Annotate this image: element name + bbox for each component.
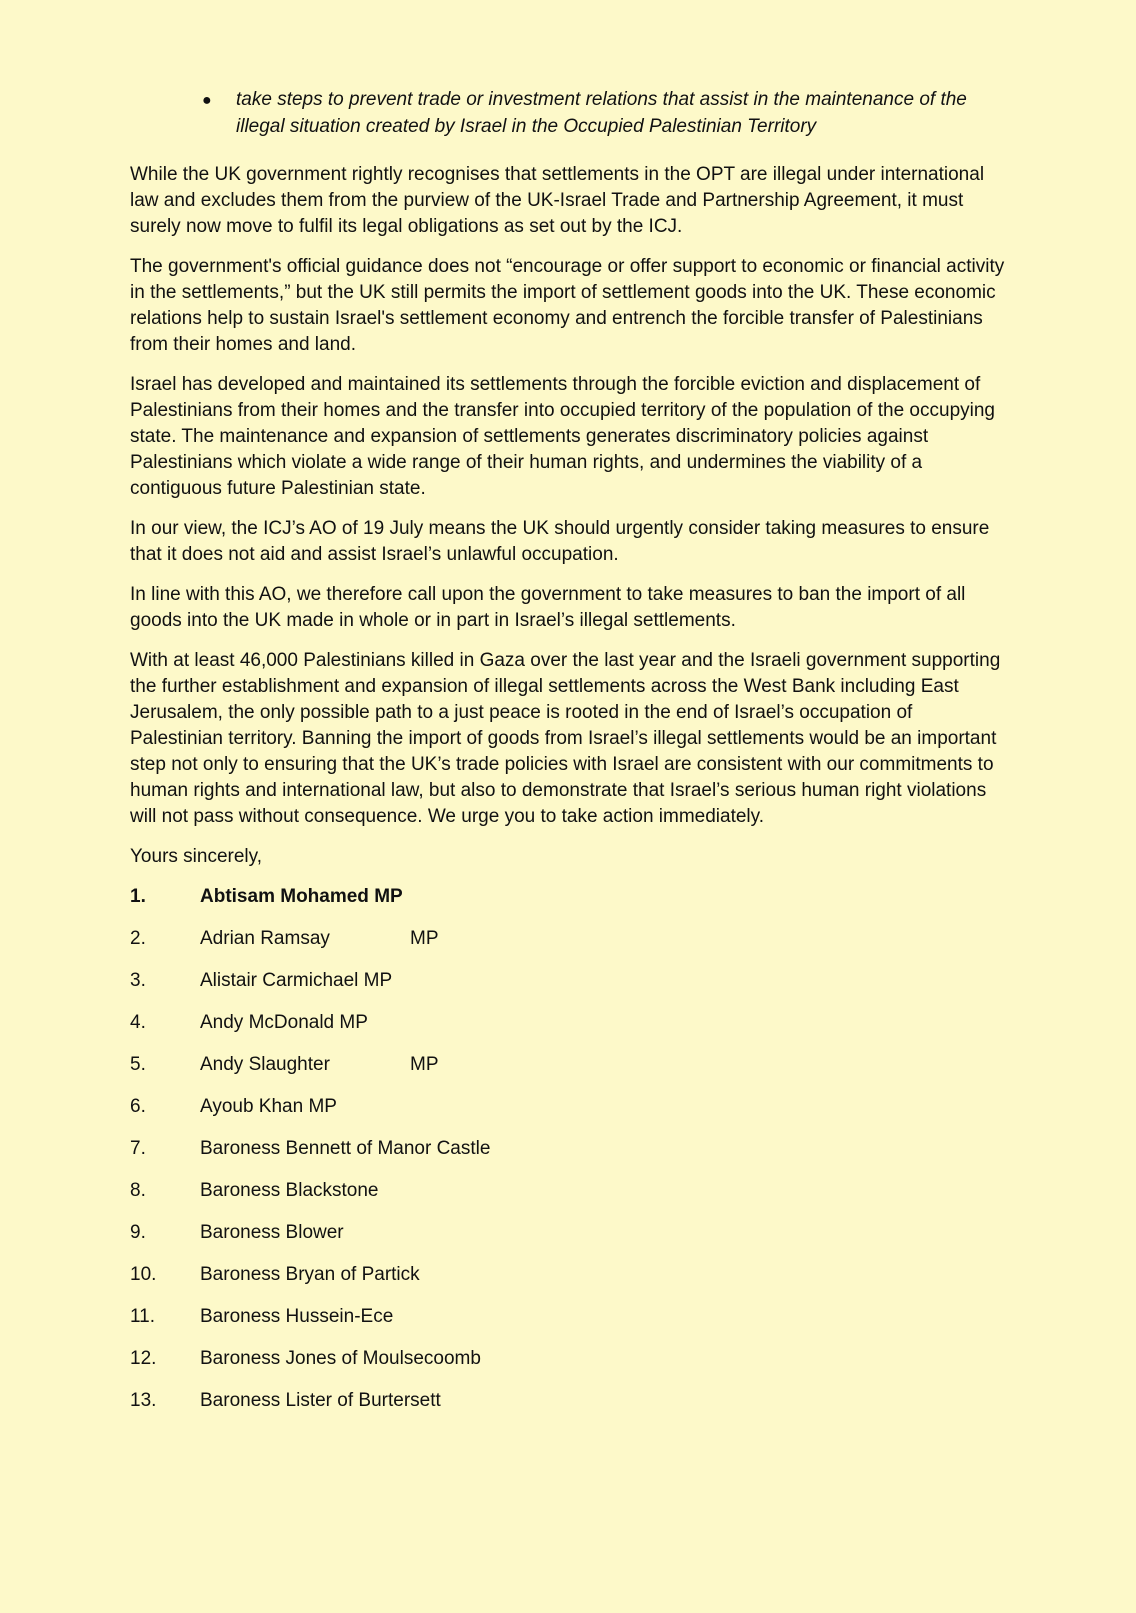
paragraph: In our view, the ICJ’s AO of 19 July means the UK should urgently consider taking measures to ensure that it does not aid and assist Israel’s unlawful occupation. — [130, 518, 990, 565]
signatory-name: Andy McDonald MP — [200, 1012, 368, 1033]
paragraph: While the UK government rightly recognises that settlements in the OPT are illegal under international law and excludes them from the purview of the UK-Israel Trade and Partnership Agreement, it must surely now move to fulfil its legal obligations as set out by the ICJ. — [130, 164, 985, 237]
signatory-number: 1. — [130, 886, 146, 907]
signatory-title: MP — [410, 1054, 439, 1075]
signatory-number: 2. — [130, 928, 146, 949]
signatory-title: MP — [410, 928, 439, 949]
paragraph: With at least 46,000 Palestinians killed in Gaza over the last year and the Israeli government supporting the further establishment and expansion of illegal settlements across the West Bank including East Jerusalem, the only possible path to a just peace is rooted in the end of Israel’s occupation of Palestinian territory. Banning the import of goods from Israel’s illegal settlements would be an important step not only to ensuring that the UK’s trade policies with Israel are consistent with our commitments to human rights and international law, but also to demonstrate that Israel’s serious human right violations will not pass without consequence. We urge you to take action immediately. — [130, 650, 1001, 827]
signatory-name: Baroness Hussein-Ece — [200, 1306, 394, 1327]
signatory-row — [130, 1094, 1006, 1136]
signatory-number: 11. — [130, 1306, 156, 1327]
paragraph: In line with this AO, we therefore call upon the government to take measures to ban the import of all goods into the UK made in whole or in part in Israel’s illegal settlements. — [130, 584, 966, 631]
signatory-number: 9. — [130, 1222, 146, 1243]
signatory-row — [130, 1220, 1006, 1262]
signatory-row — [130, 1262, 1006, 1304]
signatory-name: Adrian Ramsay — [200, 928, 330, 949]
letter-body — [130, 162, 1006, 830]
signatory-name: Alistair Carmichael MP — [200, 970, 393, 991]
paragraph: Israel has developed and maintained its settlements through the forcible eviction and displacement of Palestinians from their homes and the transfer into occupied territory of the population of the occupying state. The maintenance and expansion of settlements generates discriminatory policies against Palestinians which violate a wide range of their human rights, and undermines the viability of a contiguous future Palestinian state. — [130, 374, 995, 499]
bullet-dot-icon: ● — [202, 92, 212, 109]
signatory-row — [130, 884, 1006, 926]
signatory-number: 12. — [130, 1348, 157, 1369]
signatory-name: Ayoub Khan MP — [200, 1096, 337, 1117]
signatory-list — [130, 884, 1006, 1430]
bullet-text: take steps to prevent trade or investment relations that assist in the maintenance of the illegal situation created by Israel in the Occupied Palestinian Territory — [236, 89, 967, 137]
signatory-row — [130, 1346, 1006, 1388]
signatory-name: Baroness Bennett of Manor Castle — [200, 1138, 491, 1159]
signatory-name: Baroness Lister of Burtersett — [200, 1390, 441, 1411]
signatory-name: Baroness Blackstone — [200, 1180, 379, 1201]
signatory-row — [130, 1388, 1006, 1430]
signatory-number: 4. — [130, 1012, 146, 1033]
signatory-row — [130, 1178, 1006, 1220]
signatory-number: 13. — [130, 1390, 157, 1411]
signatory-number: 3. — [130, 970, 146, 991]
signatory-name: Baroness Bryan of Partick — [200, 1264, 420, 1285]
signatory-number: 10. — [130, 1264, 157, 1285]
signatory-number: 6. — [130, 1096, 146, 1117]
closing-line: Yours sincerely, — [130, 846, 263, 867]
signatory-name: Baroness Blower — [200, 1222, 344, 1243]
signatory-row — [130, 1010, 1006, 1052]
signatory-row — [130, 926, 1006, 968]
signatory-row — [130, 1052, 1006, 1094]
signatory-number: 7. — [130, 1138, 146, 1159]
signatory-row — [130, 968, 1006, 1010]
signatory-name: Andy Slaughter — [200, 1054, 330, 1075]
signatory-row — [130, 1136, 1006, 1178]
signatory-name: Abtisam Mohamed MP — [200, 886, 403, 907]
signatory-number: 5. — [130, 1054, 146, 1075]
paragraph: The government's official guidance does not “encourage or offer support to economic or financial activity in the settlements,” but the UK still permits the import of settlement goods into the UK. These economic relations help to sustain Israel's settlement economy and entrench the forcible transfer of Palestinians from their homes and land. — [130, 256, 1005, 355]
signatory-number: 8. — [130, 1180, 146, 1201]
signatory-row — [130, 1304, 1006, 1346]
signatory-name: Baroness Jones of Moulsecoomb — [200, 1348, 481, 1369]
bullet-item — [202, 86, 1006, 140]
